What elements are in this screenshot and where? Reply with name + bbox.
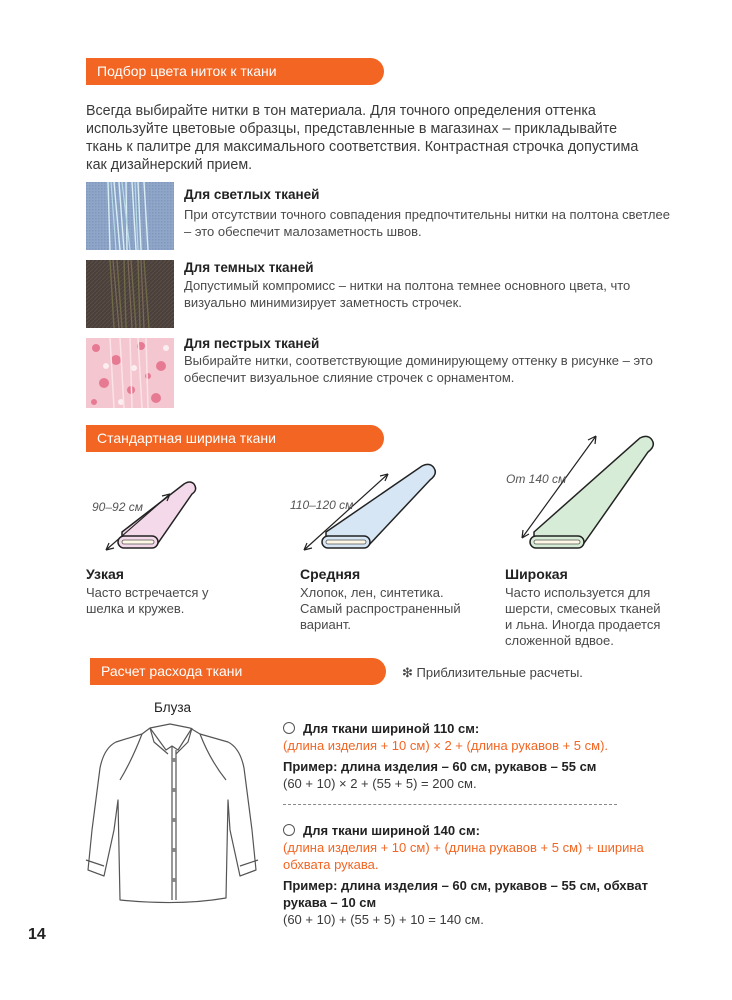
calc-formula-140: (длина изделия + 10 см) + (длина рукавов + 5 см) + ширина обхвата рукава. xyxy=(283,840,644,872)
wide-fabric-bolt-illustration xyxy=(500,428,670,560)
calc-result-110: (60 + 10) × 2 + (55 + 5) = 200 см. xyxy=(283,776,477,791)
width-label-narrow: 90–92 см xyxy=(92,500,143,514)
calc-formula-110: (длина изделия + 10 см) × 2 + (длина рукавов + 5 см). xyxy=(283,738,609,753)
fabric-title-patterned: Для пестрых тканей xyxy=(184,336,320,351)
dark-fabric-swatch xyxy=(86,260,174,328)
width-title-medium: Средняя xyxy=(300,566,361,582)
circle-bullet-icon xyxy=(283,722,295,734)
blouse-illustration xyxy=(80,720,270,915)
width-label-wide: От 140 см xyxy=(506,472,567,486)
section-title: Расчет расхода ткани xyxy=(101,663,243,679)
section-banner-fabric-width xyxy=(86,425,384,452)
section-title: Стандартная ширина ткани xyxy=(97,430,276,446)
width-desc-medium: Хлопок, лен, синтетика. Самый распространенный вариант. xyxy=(300,585,461,632)
width-title-wide: Широкая xyxy=(505,566,568,582)
circle-bullet-icon xyxy=(283,824,295,836)
calc-result-140: (60 + 10) + (55 + 5) + 10 = 140 см. xyxy=(283,912,484,927)
fabric-desc-dark: Допустимый компромисс – нитки на полтона темнее основного цвета, что визуально минимизирует заметность строчек. xyxy=(184,278,631,310)
section-banner-thread-color xyxy=(86,58,384,85)
page-number: 14 xyxy=(28,926,46,943)
width-title-narrow: Узкая xyxy=(86,566,124,582)
calc-block-140 xyxy=(283,822,668,928)
intro-paragraph: Всегда выбирайте нитки в тон материала. Для точного определения оттенка используйте цветовые образцы, представленные в магазинах – прикладывайте ткань к палитре для максимального соответствия. Контрастная строчка допустима как дизайнерский прием. xyxy=(86,103,639,173)
fabric-desc-patterned: Выбирайте нитки, соответствующие доминирующему оттенку в рисунке – это обеспечит визуальное слияние строчек с орнаментом. xyxy=(184,353,653,385)
fabric-title-light: Для светлых тканей xyxy=(184,187,320,202)
calc-block-110 xyxy=(283,720,663,792)
calc-header-110: Для ткани шириной 110 см: xyxy=(303,721,480,736)
garment-label: Блуза xyxy=(154,700,192,715)
width-desc-narrow: Часто встречается у шелка и кружев. xyxy=(86,585,209,616)
calc-example-140: Пример: длина изделия – 60 см, рукавов – 55 см, обхват рукава – 10 см xyxy=(283,878,648,910)
patterned-fabric-swatch xyxy=(86,338,174,408)
light-fabric-swatch xyxy=(86,182,174,250)
calc-example-110: Пример: длина изделия – 60 см, рукавов – 55 см xyxy=(283,759,597,774)
narrow-fabric-bolt-illustration xyxy=(86,470,246,560)
fabric-desc-light: При отсутствии точного совпадения предпочтительны нитки на полтона светлее – это обеспечит малозаметность швов. xyxy=(184,207,670,239)
section-title: Подбор цвета ниток к ткани xyxy=(97,63,277,79)
width-label-medium: 110–120 см xyxy=(290,498,354,512)
calc-header-140: Для ткани шириной 140 см: xyxy=(303,823,480,838)
dashed-divider xyxy=(283,804,617,805)
section-banner-fabric-consumption xyxy=(90,658,386,685)
approximate-note: ❇ Приблизительные расчеты. xyxy=(402,665,583,680)
width-desc-wide: Часто используется для шерсти, смесовых тканей и льна. Иногда продается сложенной вдвое. xyxy=(505,585,661,648)
fabric-title-dark: Для темных тканей xyxy=(184,260,314,275)
